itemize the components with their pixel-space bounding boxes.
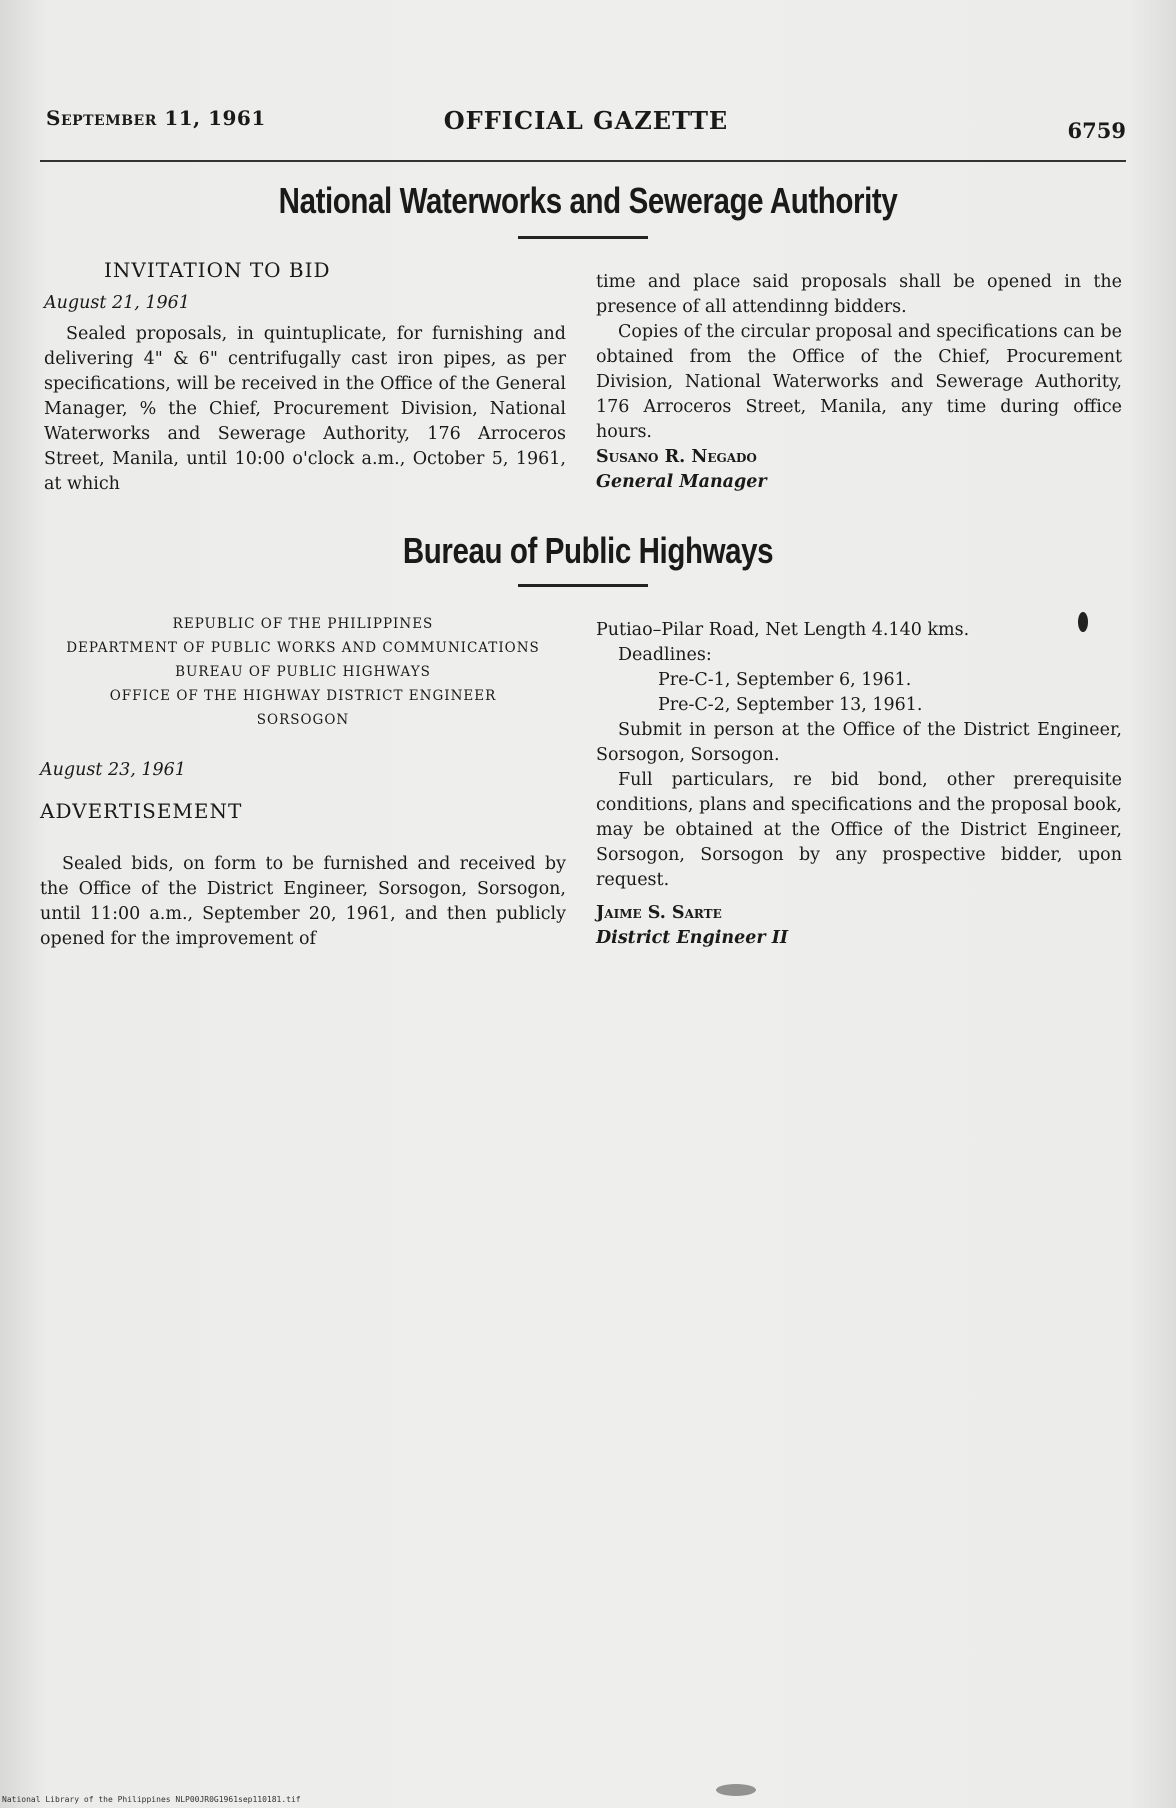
running-header	[46, 106, 1126, 146]
nwsa-section-heading: National Waterworks and Sewerage Authority	[278, 180, 898, 221]
bph-signer-name: Jaime S. Sarte	[596, 903, 722, 923]
bph-signer-title: District Engineer II	[596, 928, 789, 948]
bph-dept-line-4: OFFICE OF THE HIGHWAY DISTRICT ENGINEER	[109, 688, 497, 704]
bph-section-heading: Bureau of Public Highways	[402, 530, 774, 571]
nwsa-body-right-2: Copies of the circular proposal and specifications can be obtained from the Office of the Chief, Procurement Division, National Waterworks and Sewerage Authority, 176 Arroceros Street, Manila, any time during office hours.	[596, 322, 1122, 442]
bph-deadline-1: Pre-C-1, September 6, 1961.	[658, 670, 912, 690]
bph-dept-line-1: REPUBLIC OF THE PHILIPPINES	[172, 616, 434, 632]
header-page-number: 6759	[1067, 118, 1126, 143]
nwsa-signer-name: Susano R. Negado	[596, 447, 757, 467]
bph-submit-text: Submit in person at the Office of the District Engineer, Sorsogon, Sorsogon.	[596, 720, 1122, 765]
bph-dept-line-5: SORSOGON	[256, 712, 350, 728]
header-publication: OFFICIAL GAZETTE	[443, 106, 729, 135]
ink-smudge	[1078, 612, 1088, 632]
nwsa-signer-title: General Manager	[596, 472, 767, 492]
bph-road-line: Putiao–Pilar Road, Net Length 4.140 kms.	[596, 620, 970, 640]
bph-particulars-text: Full particulars, re bid bond, other prerequisite conditions, plans and specifications and the proposal book, may be obtained at the Office of the District Engineer, Sorsogon, Sorsogon by any prospective bidder, upon request.	[596, 770, 1122, 890]
bph-deadlines-label: Deadlines:	[618, 645, 712, 665]
nwsa-right-column	[596, 270, 1122, 495]
scan-footer-note: National Library of the Philippines NLP00JR0G1961sep110181.tif	[2, 1795, 301, 1804]
header-rule	[40, 160, 1126, 162]
nwsa-heading-rule	[518, 236, 648, 239]
header-date: September 11, 1961	[46, 106, 266, 130]
nwsa-notice-date: August 21, 1961	[44, 293, 190, 313]
bph-dept-line-3: BUREAU OF PUBLIC HIGHWAYS	[175, 664, 431, 680]
bph-deadline-2: Pre-C-2, September 13, 1961.	[658, 695, 923, 715]
bph-department-block	[40, 612, 566, 732]
bph-body-left: Sealed bids, on form to be furnished and received by the Office of the District Engineer, Sorsogon, Sorsogon, until 11:00 a.m., September 20, 1961, and then publicly opened for the improvement of	[40, 854, 566, 949]
bph-notice-title: ADVERTISEMENT	[40, 799, 243, 823]
nwsa-left-column	[44, 258, 566, 497]
bottom-smudge	[716, 1784, 756, 1796]
nwsa-body-right-1: time and place said proposals shall be opened in the presence of all attendinng bidders.	[596, 272, 1122, 317]
bph-left-column	[40, 612, 566, 952]
bph-heading-rule	[518, 584, 648, 587]
nwsa-body-left: Sealed proposals, in quintuplicate, for furnishing and delivering 4" & 6" centrifugally cast iron pipes, as per specifications, will be received in the Office of the General Manager, % the Chief, Procurement Division, National Waterworks and Sewerage Authority, 176 Arroceros Street, Manila, until 10:00 o'clock a.m., October 5, 1961, at which	[44, 324, 566, 494]
bph-right-column	[596, 618, 1122, 951]
bph-notice-date: August 23, 1961	[40, 760, 186, 780]
bph-dept-line-2: DEPARTMENT OF PUBLIC WORKS AND COMMUNICATIONS	[66, 640, 540, 656]
nwsa-notice-title: INVITATION TO BID	[104, 258, 331, 282]
